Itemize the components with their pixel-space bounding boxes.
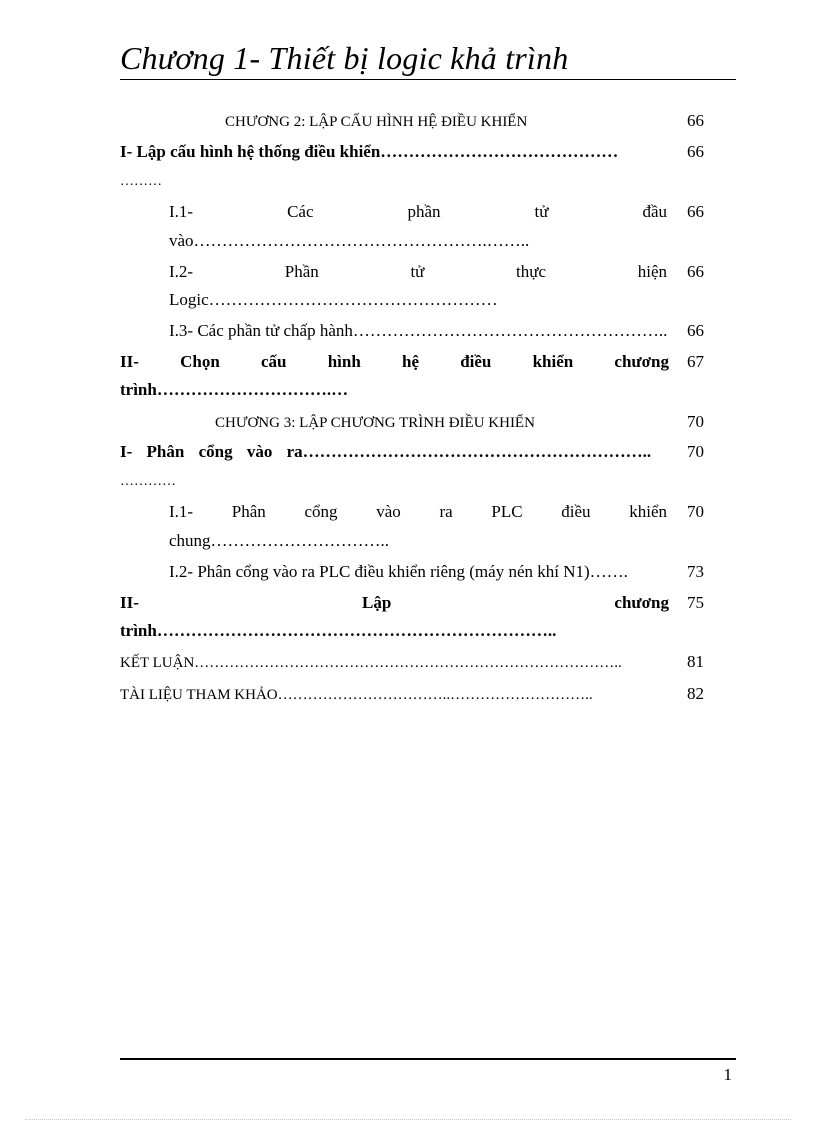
toc-entry-ch2-section-1: I- Lập cấu hình hệ thống điều khiển…………………………………… bbox=[120, 142, 619, 161]
toc-entry-continuation: vào…………………………………………….…….. bbox=[169, 231, 530, 250]
footer-page-number: 1 bbox=[723, 1065, 732, 1084]
toc-page-number: 66 bbox=[687, 142, 704, 161]
toc-entry-continuation: chung………………………….. bbox=[169, 531, 390, 550]
toc-page-number: 66 bbox=[687, 202, 704, 221]
toc-entry-ch3-1-1: I.1- Phân cổng vào ra PLC điều khiển bbox=[169, 502, 667, 521]
toc-page-number: 82 bbox=[687, 684, 704, 703]
toc-entry-continuation: trình………………………….… bbox=[120, 380, 349, 399]
toc-entry-continuation: Logic…………………………………………… bbox=[169, 290, 498, 309]
toc-entry-continuation: trình…………………………………………………………….. bbox=[120, 621, 557, 640]
footer-divider bbox=[120, 1058, 736, 1060]
toc-entry-ch3-section-2: II- Lập chương bbox=[120, 593, 669, 612]
toc-entry-ch2-1-2: I.2- Phần tử thực hiện bbox=[169, 262, 667, 281]
toc-entry-ch3-section-1: I- Phân cổng vào ra…………………………………………………….. bbox=[120, 442, 652, 461]
page-edge-divider bbox=[25, 1119, 791, 1120]
toc-entry-conclusion: KẾT LUẬN………………………………………………………………………….. bbox=[120, 655, 622, 671]
toc-page-number: 66 bbox=[687, 111, 704, 130]
toc-entry-ch3-1-2: I.2- Phân cổng vào ra PLC điều khiển riêng (máy nén khí N1)……. bbox=[169, 562, 628, 581]
toc-page-number: 73 bbox=[687, 562, 704, 581]
toc-entry-continuation: ……… bbox=[120, 174, 162, 189]
toc-page-number: 66 bbox=[687, 321, 704, 340]
toc-chapter-3-heading: CHƯƠNG 3: LẬP CHƯƠNG TRÌNH ĐIỀU KHIỂN bbox=[215, 415, 535, 431]
toc-page-number: 81 bbox=[687, 652, 704, 671]
toc-page-number: 75 bbox=[687, 593, 704, 612]
toc-page-number: 70 bbox=[687, 442, 704, 461]
toc-entry-ch2-1-3: I.3- Các phần tử chấp hành……………………………………………….. bbox=[169, 321, 668, 340]
toc-entry-references: TÀI LIỆU THAM KHẢO……………………………..……………………….. bbox=[120, 687, 593, 703]
toc-entry-continuation: ………… bbox=[120, 474, 176, 489]
toc-entry-ch2-1-1: I.1- Các phần tử đầu bbox=[169, 202, 667, 221]
toc-page-number: 66 bbox=[687, 262, 704, 281]
chapter-title: Chương 1- Thiết bị logic khả trình bbox=[120, 40, 569, 76]
toc-chapter-2-heading: CHƯƠNG 2: LẬP CẤU HÌNH HỆ ĐIỀU KHIỂN bbox=[225, 114, 528, 130]
toc-page-number: 70 bbox=[687, 412, 704, 431]
toc-entry-ch2-section-2: II- Chọn cấu hình hệ điều khiển chương bbox=[120, 352, 669, 371]
toc-page-number: 67 bbox=[687, 352, 704, 371]
header-divider bbox=[120, 79, 736, 80]
toc-page-number: 70 bbox=[687, 502, 704, 521]
